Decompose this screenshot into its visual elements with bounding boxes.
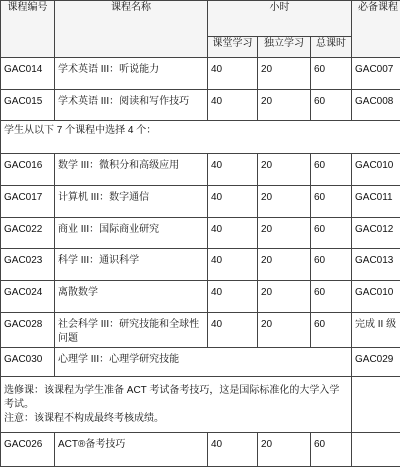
independent-hours: 20 [258,58,311,90]
independent-hours: 20 [258,313,311,348]
optional-note-empty [352,377,400,433]
classroom-hours: 40 [208,90,258,121]
header-course-name: 课程名称 [55,1,208,58]
elective-note: 学生从以下 7 个课程中选择 4 个： [1,121,400,154]
course-name-line: 问题 [58,332,204,346]
classroom-hours: 40 [208,186,258,218]
course-code: GAC015 [1,90,55,121]
independent-hours: 20 [258,249,311,281]
table-row [1,313,400,348]
header-hours: 小时 [208,1,352,37]
independent-hours: 20 [258,433,311,467]
prerequisite: GAC008 [352,90,400,121]
total-hours: 60 [311,433,352,467]
prerequisite [352,433,400,467]
course-code: GAC022 [1,218,55,249]
table-row [1,154,400,186]
table-row [1,433,400,467]
course-code: GAC028 [1,313,55,348]
course-name [55,313,208,348]
classroom-hours: 40 [208,281,258,313]
header-independent: 独立学习 [258,37,311,58]
course-name: 科学 III：通识科学 [55,249,208,281]
classroom-hours: 40 [208,433,258,467]
header-row [1,1,400,37]
table-row [1,90,400,121]
prerequisite: GAC010 [352,154,400,186]
header-classroom: 课堂学习 [208,37,258,58]
optional-note-line: 考试。 [4,398,348,412]
independent-hours: 20 [258,281,311,313]
course-code: GAC017 [1,186,55,218]
course-name: 学术英语 III：听说能力 [55,58,208,90]
course-name: 计算机 III：数字通信 [55,186,208,218]
course-name: 心理学 III：心理学研究技能 [55,348,352,377]
independent-hours: 20 [258,218,311,249]
table-row [1,186,400,218]
prerequisite: GAC010 [352,281,400,313]
prerequisite: GAC013 [352,249,400,281]
total-hours: 60 [311,218,352,249]
header-prerequisite: 必备课程 [352,1,400,58]
optional-note-line: 注意：该课程不构成最终考核成绩。 [4,412,348,426]
course-name-line: 社会科学 III：研究技能和全球性 [58,318,204,332]
elective-note-row [1,121,400,154]
course-name: 学术英语 III：阅读和写作技巧 [55,90,208,121]
course-code: GAC024 [1,281,55,313]
total-hours: 60 [311,186,352,218]
total-hours: 60 [311,313,352,348]
total-hours: 60 [311,249,352,281]
total-hours: 60 [311,154,352,186]
classroom-hours: 40 [208,313,258,348]
total-hours: 60 [311,281,352,313]
table-row [1,218,400,249]
total-hours: 60 [311,90,352,121]
table-row [1,348,400,377]
optional-note [1,377,352,433]
header-total: 总课时 [311,37,352,58]
prerequisite: GAC029 [352,348,400,377]
course-code: GAC023 [1,249,55,281]
course-code: GAC016 [1,154,55,186]
course-name: 商业 III：国际商业研究 [55,218,208,249]
prerequisite: GAC011 [352,186,400,218]
total-hours: 60 [311,58,352,90]
course-name: ACT®备考技巧 [55,433,208,467]
optional-note-row [1,377,400,433]
optional-note-line: 选修课：该课程为学生准备 ACT 考试备考技巧，这是国际标准化的大学入学 [4,384,348,398]
classroom-hours: 40 [208,154,258,186]
prerequisite: 完成 II 级 [352,313,400,348]
independent-hours: 20 [258,186,311,218]
header-course-code: 课程编号 [1,1,55,58]
prerequisite: GAC007 [352,58,400,90]
table-row [1,58,400,90]
classroom-hours: 40 [208,58,258,90]
classroom-hours: 40 [208,249,258,281]
course-code: GAC030 [1,348,55,377]
table-row [1,249,400,281]
course-code: GAC026 [1,433,55,467]
course-name: 离散数学 [55,281,208,313]
course-code: GAC014 [1,58,55,90]
independent-hours: 20 [258,90,311,121]
table-row [1,281,400,313]
prerequisite: GAC012 [352,218,400,249]
course-name: 数学 III：微积分和高级应用 [55,154,208,186]
independent-hours: 20 [258,154,311,186]
classroom-hours: 40 [208,218,258,249]
